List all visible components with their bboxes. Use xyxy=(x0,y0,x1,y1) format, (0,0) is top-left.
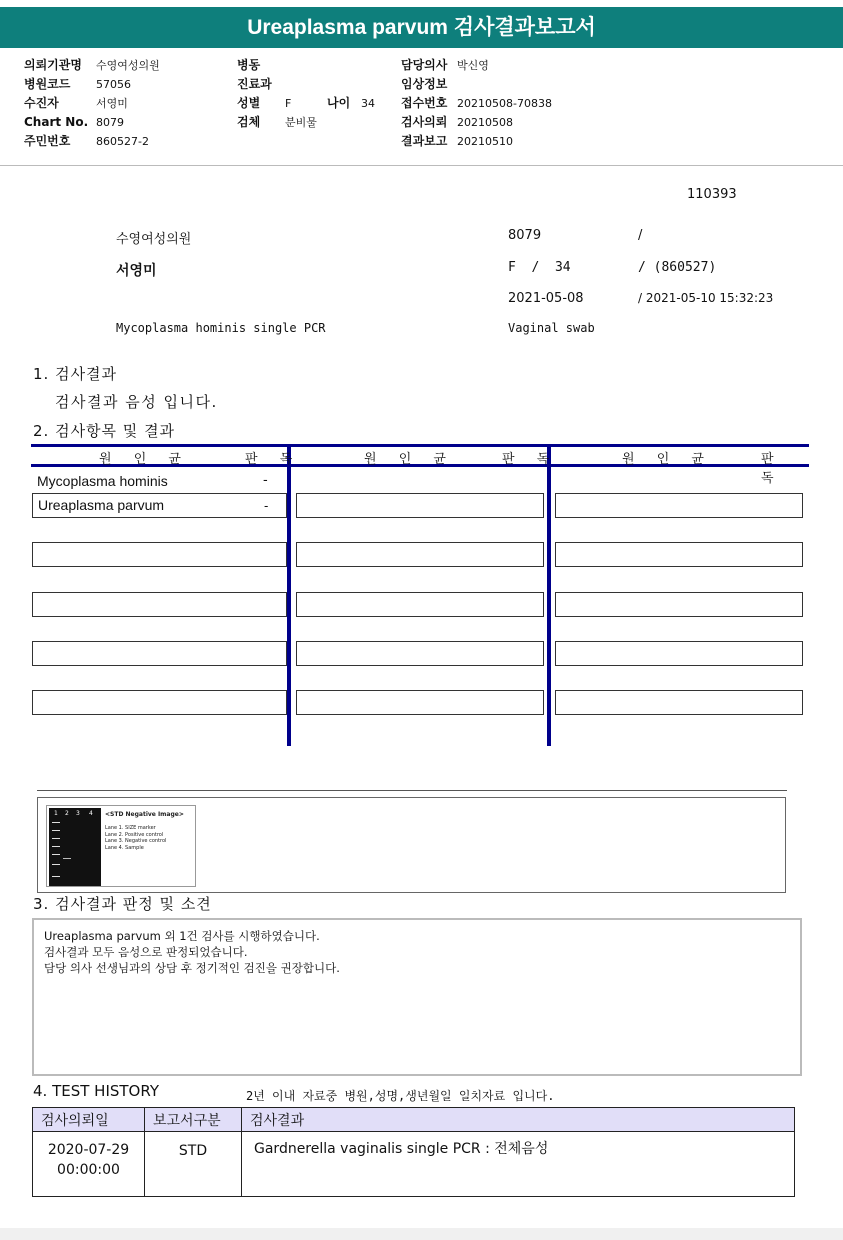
header-col-2 xyxy=(237,56,375,132)
remark-line: 담당 의사 선생님과의 상담 후 정기적인 검진을 권장합니다. xyxy=(44,961,340,975)
header-value: 860527-2 xyxy=(96,135,149,148)
info-sex-age: F / 34 xyxy=(508,260,571,275)
lane-number: 4 xyxy=(89,810,93,817)
header-label: 진료과 xyxy=(237,77,272,91)
table-divider xyxy=(547,444,551,746)
pathogen-name: Mycoplasma hominis xyxy=(37,473,168,489)
header-label: 성별 xyxy=(237,96,261,110)
result-cell xyxy=(32,592,287,617)
age-value: 34 xyxy=(361,97,375,110)
gel-band xyxy=(63,858,71,859)
header-value: 20210508 xyxy=(457,116,513,129)
col-header-result: 판 독 xyxy=(245,452,295,467)
header-label: 주민번호 xyxy=(24,134,71,148)
col-header-pathogen: 원 인 균 xyxy=(99,452,183,467)
gel-legend-item: Lane 2. Positive control xyxy=(105,831,164,838)
info-chart: 8079 xyxy=(508,228,542,243)
gel-legend-item: Lane 1. SIZE marker xyxy=(105,825,156,831)
result-cell xyxy=(555,592,803,617)
header-label: 병원코드 xyxy=(24,77,71,91)
history-type: STD xyxy=(145,1132,242,1197)
header-value: 서영미 xyxy=(96,97,128,110)
history-time: 00:00:00 xyxy=(57,1162,120,1178)
info-slash: / xyxy=(638,228,643,243)
gel-title: <STD Negative Image> xyxy=(105,811,184,818)
header-value: 박신영 xyxy=(457,59,489,72)
remark-line: 검사결과 모두 음성으로 판정되었습니다. xyxy=(44,945,248,959)
header-label: 의뢰기관명 xyxy=(24,58,82,72)
info-patient: 서영미 xyxy=(116,263,157,279)
gel-band xyxy=(52,864,60,865)
report-header xyxy=(0,54,843,166)
header-label: 검체 xyxy=(237,115,261,129)
info-test-name: Mycoplasma hominis single PCR xyxy=(116,321,326,335)
header-label: 검사의뢰 xyxy=(401,115,448,129)
remark-box xyxy=(32,918,802,1076)
info-hospital: 수영여성의원 xyxy=(116,232,192,247)
table-top-border xyxy=(31,444,809,447)
section3-heading: 3. 검사결과 판정 및 소견 xyxy=(33,895,212,913)
table-divider xyxy=(287,444,291,746)
history-col-header: 보고서구분 xyxy=(145,1108,242,1132)
lane-number: 3 xyxy=(76,810,80,817)
lane-number: 1 xyxy=(54,810,58,817)
pathogen-result: - xyxy=(263,473,268,488)
result-cell xyxy=(555,690,803,715)
header-value: 20210508-70838 xyxy=(457,97,552,110)
history-date: 2020-07-29 xyxy=(47,1142,130,1158)
info-specimen: Vaginal swab xyxy=(508,321,595,335)
history-result: Gardnerella vaginalis single PCR : 전체음성 xyxy=(242,1132,795,1197)
report-title: Ureaplasma parvum 검사결과보고서 xyxy=(0,7,843,48)
info-report-datetime: / 2021-05-10 15:32:23 xyxy=(638,291,774,305)
result-cell xyxy=(555,542,803,567)
history-row xyxy=(33,1132,795,1197)
header-label: 결과보고 xyxy=(401,134,448,148)
header-label: 수진자 xyxy=(24,96,59,110)
col-header-pathogen: 원 인 균 xyxy=(364,452,448,467)
page-footer xyxy=(0,1228,843,1240)
result-cell xyxy=(32,542,287,567)
separator-line xyxy=(37,790,787,791)
gel-image xyxy=(46,805,196,887)
section1-heading: 1. 검사결과 xyxy=(33,365,118,383)
lane-number: 2 xyxy=(65,810,69,817)
history-table xyxy=(32,1107,795,1197)
header-col-3 xyxy=(401,56,552,151)
section4-heading: 4. TEST HISTORY xyxy=(33,1082,159,1100)
gel-band xyxy=(52,822,60,823)
result-cell xyxy=(296,592,544,617)
header-value: 57056 xyxy=(96,78,131,91)
col-header-result: 판 독 xyxy=(502,452,552,467)
history-date-cell xyxy=(33,1132,145,1197)
gel-band xyxy=(52,830,60,831)
gel-band xyxy=(52,854,60,855)
history-header-row xyxy=(33,1108,795,1132)
col-header-result: 판 독 xyxy=(761,452,776,486)
header-value: 8079 xyxy=(96,116,124,129)
header-label: 병동 xyxy=(237,58,261,72)
pathogen-result: - xyxy=(264,498,269,513)
header-value: 분비물 xyxy=(285,116,317,129)
report-code: 110393 xyxy=(687,187,737,202)
result-cell xyxy=(32,641,287,666)
result-cell xyxy=(555,641,803,666)
gel-photo xyxy=(49,808,101,886)
result-cell xyxy=(32,493,287,518)
section2-heading: 2. 검사항목 및 결과 xyxy=(33,422,176,440)
remark-line: Ureaplasma parvum 외 1건 검사를 시행하였습니다. xyxy=(44,929,320,943)
section1-result-text: 검사결과 음성 입니다. xyxy=(55,393,218,411)
result-cell xyxy=(32,690,287,715)
header-label: 담당의사 xyxy=(401,58,448,72)
result-cell xyxy=(555,493,803,518)
header-label: 접수번호 xyxy=(401,96,448,110)
gel-band xyxy=(52,846,60,847)
header-label: Chart No. xyxy=(24,115,89,129)
header-label: 임상정보 xyxy=(401,77,448,91)
header-col-1 xyxy=(24,56,160,151)
result-cell xyxy=(296,542,544,567)
gel-band xyxy=(52,876,60,877)
result-cell xyxy=(296,493,544,518)
gel-band xyxy=(52,838,60,839)
info-birth: / (860527) xyxy=(638,260,717,275)
history-note: 2년 이내 자료중 병원,성명,생년월일 일치자료 입니다. xyxy=(246,1089,555,1103)
header-value: F xyxy=(285,97,292,110)
col-header-pathogen: 원 인 균 xyxy=(622,452,706,467)
gel-legend-item: Lane 3. Negative control xyxy=(105,838,167,844)
history-col-header: 검사의뢰일 xyxy=(33,1108,145,1132)
header-value: 수영여성의원 xyxy=(96,59,160,72)
gel-image-frame xyxy=(37,797,786,893)
result-cell xyxy=(296,641,544,666)
result-table xyxy=(31,444,809,746)
result-cell xyxy=(296,690,544,715)
gel-legend xyxy=(105,812,184,851)
history-col-header: 검사결과 xyxy=(242,1108,795,1132)
pathogen-name: Ureaplasma parvum xyxy=(38,497,165,513)
gel-legend-item: Lane 4. Sample xyxy=(105,844,144,851)
header-value: 20210510 xyxy=(457,135,513,148)
age-label: 나이 xyxy=(327,96,351,110)
info-receive-date: 2021-05-08 xyxy=(508,291,584,306)
